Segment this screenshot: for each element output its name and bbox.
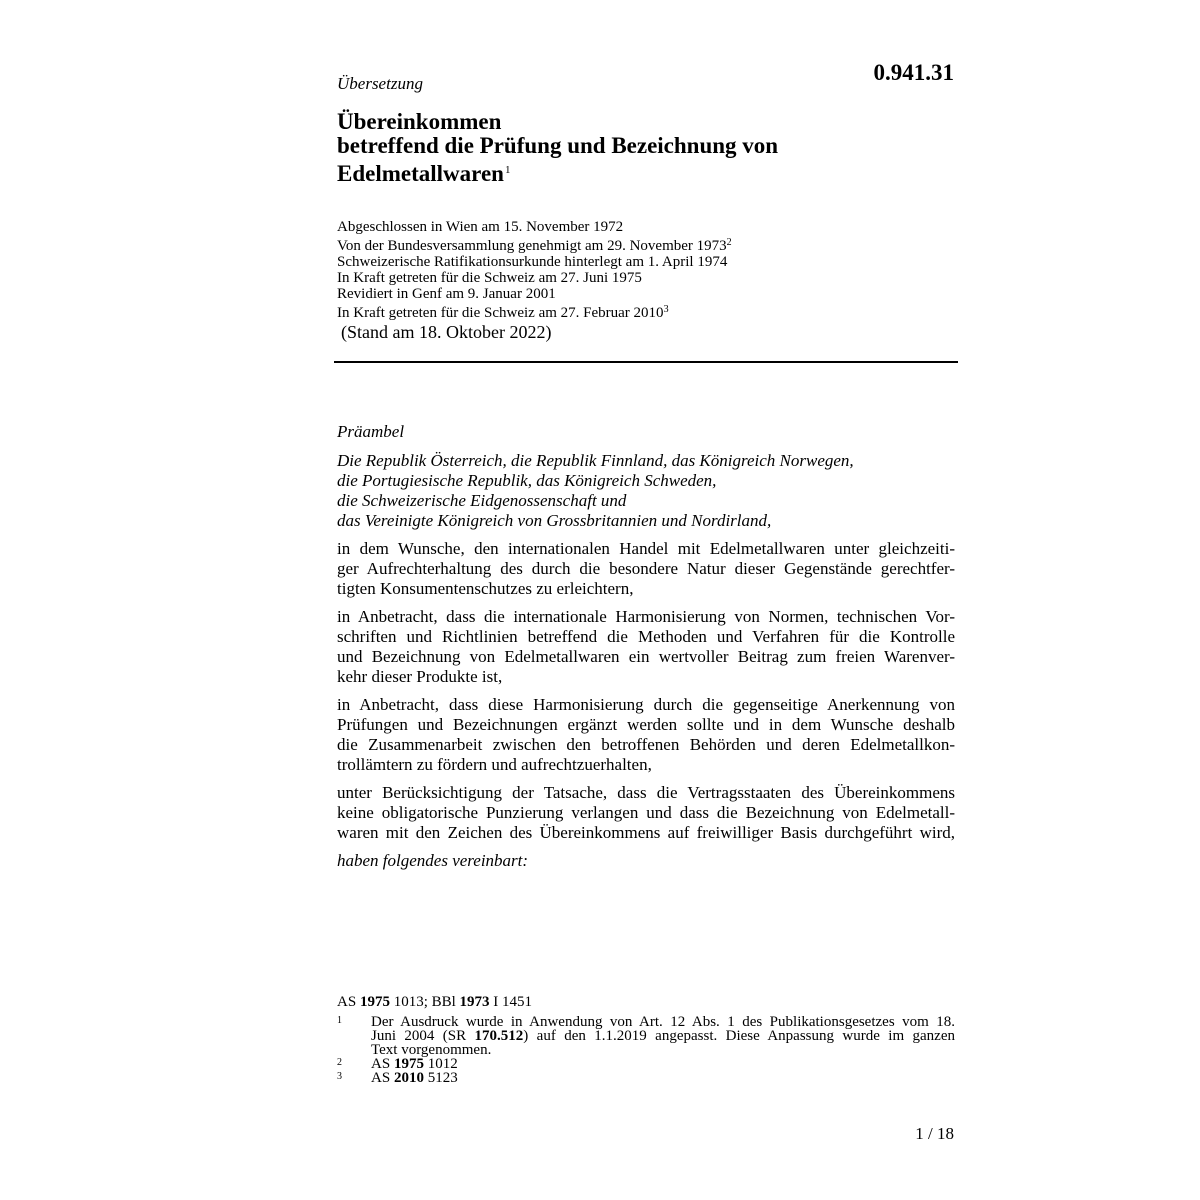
footnote-1: [337, 1015, 955, 1057]
footnote-line: [371, 1029, 955, 1043]
preamble-paragraph-2: [337, 607, 955, 687]
title-line-3: [337, 158, 778, 186]
footnote-fragment: AS: [371, 1056, 394, 1072]
meta-ratification: Schweizerische Ratifikationsurkunde hinterlegt am 1. April 1974: [337, 254, 728, 270]
footnote-2: [337, 1057, 955, 1071]
footnote-line: Text vorgenommen.: [371, 1042, 492, 1058]
footnote-text: [371, 1071, 955, 1085]
title-line-1: Übereinkommen: [337, 109, 502, 134]
sr-reference[interactable]: 170.512: [474, 1028, 524, 1044]
party-line: das Vereinigte Königreich von Grossbritannien und Nordirland,: [337, 511, 772, 530]
party-line: Die Republik Österreich, die Republik Finnland, das Königreich Norwegen,: [337, 451, 854, 470]
meta-in-force-2010: [337, 302, 732, 321]
preamble-paragraph-1: [337, 539, 955, 599]
footnote-text: [371, 1015, 955, 1057]
document-title: [337, 110, 778, 186]
footnote-fragment: 5123: [423, 1070, 458, 1086]
meta-revised: Revidiert in Genf am 9. Januar 2001: [337, 286, 556, 302]
paragraph-line: schriften und Richtlinien betreffend die Methoden und Verfahren für die Kontrolle: [337, 627, 955, 646]
footnote-number: 2: [337, 1057, 342, 1068]
footnote-fragment: AS: [371, 1070, 394, 1086]
meta-approved-text: Von der Bundesversammlung genehmigt am 29. November 1973: [337, 238, 727, 254]
footnote-line: Der Ausdruck wurde in Anwendung von Art. 12 Abs. 1 des Publikationsgesetzes vom 18.: [371, 1014, 955, 1030]
footnote-3: [337, 1071, 955, 1085]
paragraph-line: trollämtern zu fördern und aufrechtzuerhalten,: [337, 755, 652, 774]
paragraph-line: keine obligatorische Punzierung verlangen und dass die Bezeichnung von Edelmetall-: [337, 803, 955, 822]
preamble-paragraph-3: [337, 695, 955, 775]
footnote-fragment: 1012: [423, 1056, 458, 1072]
paragraph-line: in dem Wunsche, den internationalen Handel mit Edelmetallwaren unter gleichzeiti-: [337, 539, 955, 558]
paragraph-line: und Bezeichnung von Edelmetallwaren ein wertvoller Beitrag zum freien Warenver-: [337, 647, 955, 666]
paragraph-line: in Anbetracht, dass diese Harmonisierung durch die gegenseitige Anerkennung von: [337, 695, 955, 714]
paragraph-line: unter Berücksichtigung der Tatsache, dass die Vertragsstaaten des Übereinkommens: [337, 783, 955, 802]
contracting-parties: [337, 451, 955, 531]
meta-concluded: Abgeschlossen in Wien am 15. November 1972: [337, 219, 624, 235]
meta-approved-footnote[interactable]: 2: [726, 237, 732, 248]
meta-in-force-2010-text: In Kraft getreten für die Schweiz am 27. Februar 2010: [337, 305, 664, 321]
source-prefix: AS: [337, 994, 360, 1010]
footnote-year: 2010: [393, 1070, 424, 1086]
paragraph-line: in Anbetracht, dass die internationale Harmonisierung von Normen, technischen Vor-: [337, 607, 955, 626]
meta-in-force-1975: In Kraft getreten für die Schweiz am 27. Juni 1975: [337, 270, 642, 286]
footnotes: [337, 1015, 955, 1085]
paragraph-line: Prüfungen und Bezeichnungen ergänzt werden sollte und in dem Wunsche deshalb: [337, 715, 955, 734]
source-suffix: I 1451: [489, 994, 533, 1010]
paragraph-line: tigten Konsumentenschutzes zu erleichtern,: [337, 579, 634, 598]
paragraph-line: die Zusammenarbeit zwischen den betroffenen Behörden und deren Edelmetallkon-: [337, 735, 955, 754]
translation-label: Übersetzung: [337, 74, 423, 93]
page-number: 1 / 18: [915, 1124, 954, 1143]
title-line-3-text: Edelmetallwaren: [337, 161, 504, 186]
preamble-title: Präambel: [337, 422, 405, 441]
sr-number: 0.941.31: [873, 60, 954, 85]
source-bbl-year: 1973: [459, 994, 490, 1010]
footnote-number: 3: [337, 1071, 342, 1082]
footnote-text: [371, 1057, 955, 1071]
source-as-year: 1975: [359, 994, 390, 1010]
status-date: (Stand am 18. Oktober 2022): [341, 322, 552, 342]
meta-approved: [337, 235, 732, 254]
source-reference: [337, 994, 532, 1011]
source-mid: 1013; BBl: [389, 994, 460, 1010]
header-divider: [334, 361, 958, 363]
title-footnote-mark[interactable]: 1: [504, 164, 511, 176]
footnote-fragment: Juni 2004 (SR: [371, 1028, 475, 1044]
agreement-clause: haben folgendes vereinbart:: [337, 851, 529, 870]
preamble-paragraph-4: [337, 783, 955, 843]
metadata-block: [337, 219, 732, 321]
party-line: die Portugiesische Republik, das Königreich Schweden,: [337, 471, 717, 490]
meta-in-force-2010-footnote[interactable]: 3: [663, 304, 669, 315]
paragraph-line: ger Aufrechterhaltung des durch die besondere Natur dieser Gegenstände gerechtfer-: [337, 559, 955, 578]
title-line-2: betreffend die Prüfung und Bezeichnung von: [337, 133, 779, 158]
footnote-number: 1: [337, 1015, 342, 1026]
footnote-fragment: ) auf den 1.1.2019 angepasst. Diese Anpassung wurde im ganzen: [523, 1028, 955, 1044]
paragraph-line: waren mit den Zeichen des Übereinkommens auf freiwilliger Basis durchgeführt wird,: [337, 823, 955, 842]
footnote-year: 1975: [393, 1056, 424, 1072]
party-line: die Schweizerische Eidgenossenschaft und: [337, 491, 627, 510]
paragraph-line: kehr dieser Produkte ist,: [337, 667, 503, 686]
